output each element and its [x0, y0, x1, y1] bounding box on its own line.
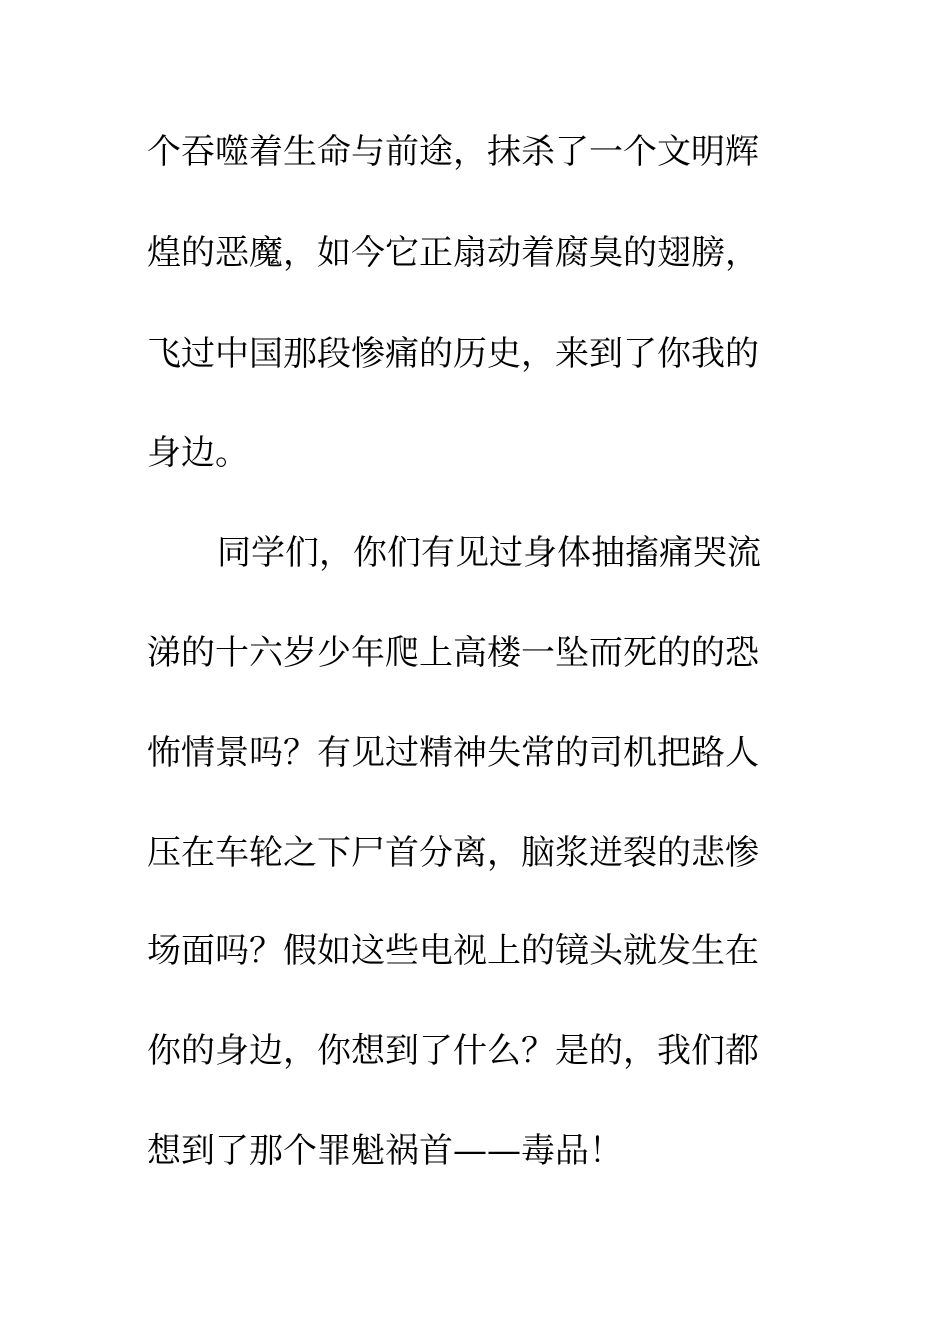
text-line: 同学们，你们有见过身体抽搐痛哭流: [217, 533, 761, 573]
text-line: 飞过中国那段惨痛的历史，来到了你我的: [147, 334, 759, 374]
text-line: 身边。: [147, 433, 249, 473]
text-line: 场面吗？假如这些电视上的镜头就发生在: [147, 931, 759, 971]
text-line: 压在车轮之下尸首分离，脑浆迸裂的悲惨: [147, 833, 759, 873]
text-line: 煌的恶魔，如今它正扇动着腐臭的翅膀，: [147, 233, 759, 273]
text-line: 个吞噬着生命与前途，抹杀了一个文明辉: [147, 132, 759, 172]
text-line: 怖情景吗？有见过精神失常的司机把路人: [147, 733, 759, 773]
text-line: 涕的十六岁少年爬上高楼一坠而死的的恐: [147, 633, 759, 673]
text-line: 你的身边，你想到了什么？是的，我们都: [147, 1031, 759, 1071]
text-line: 想到了那个罪魁祸首——毒品！: [147, 1131, 623, 1171]
